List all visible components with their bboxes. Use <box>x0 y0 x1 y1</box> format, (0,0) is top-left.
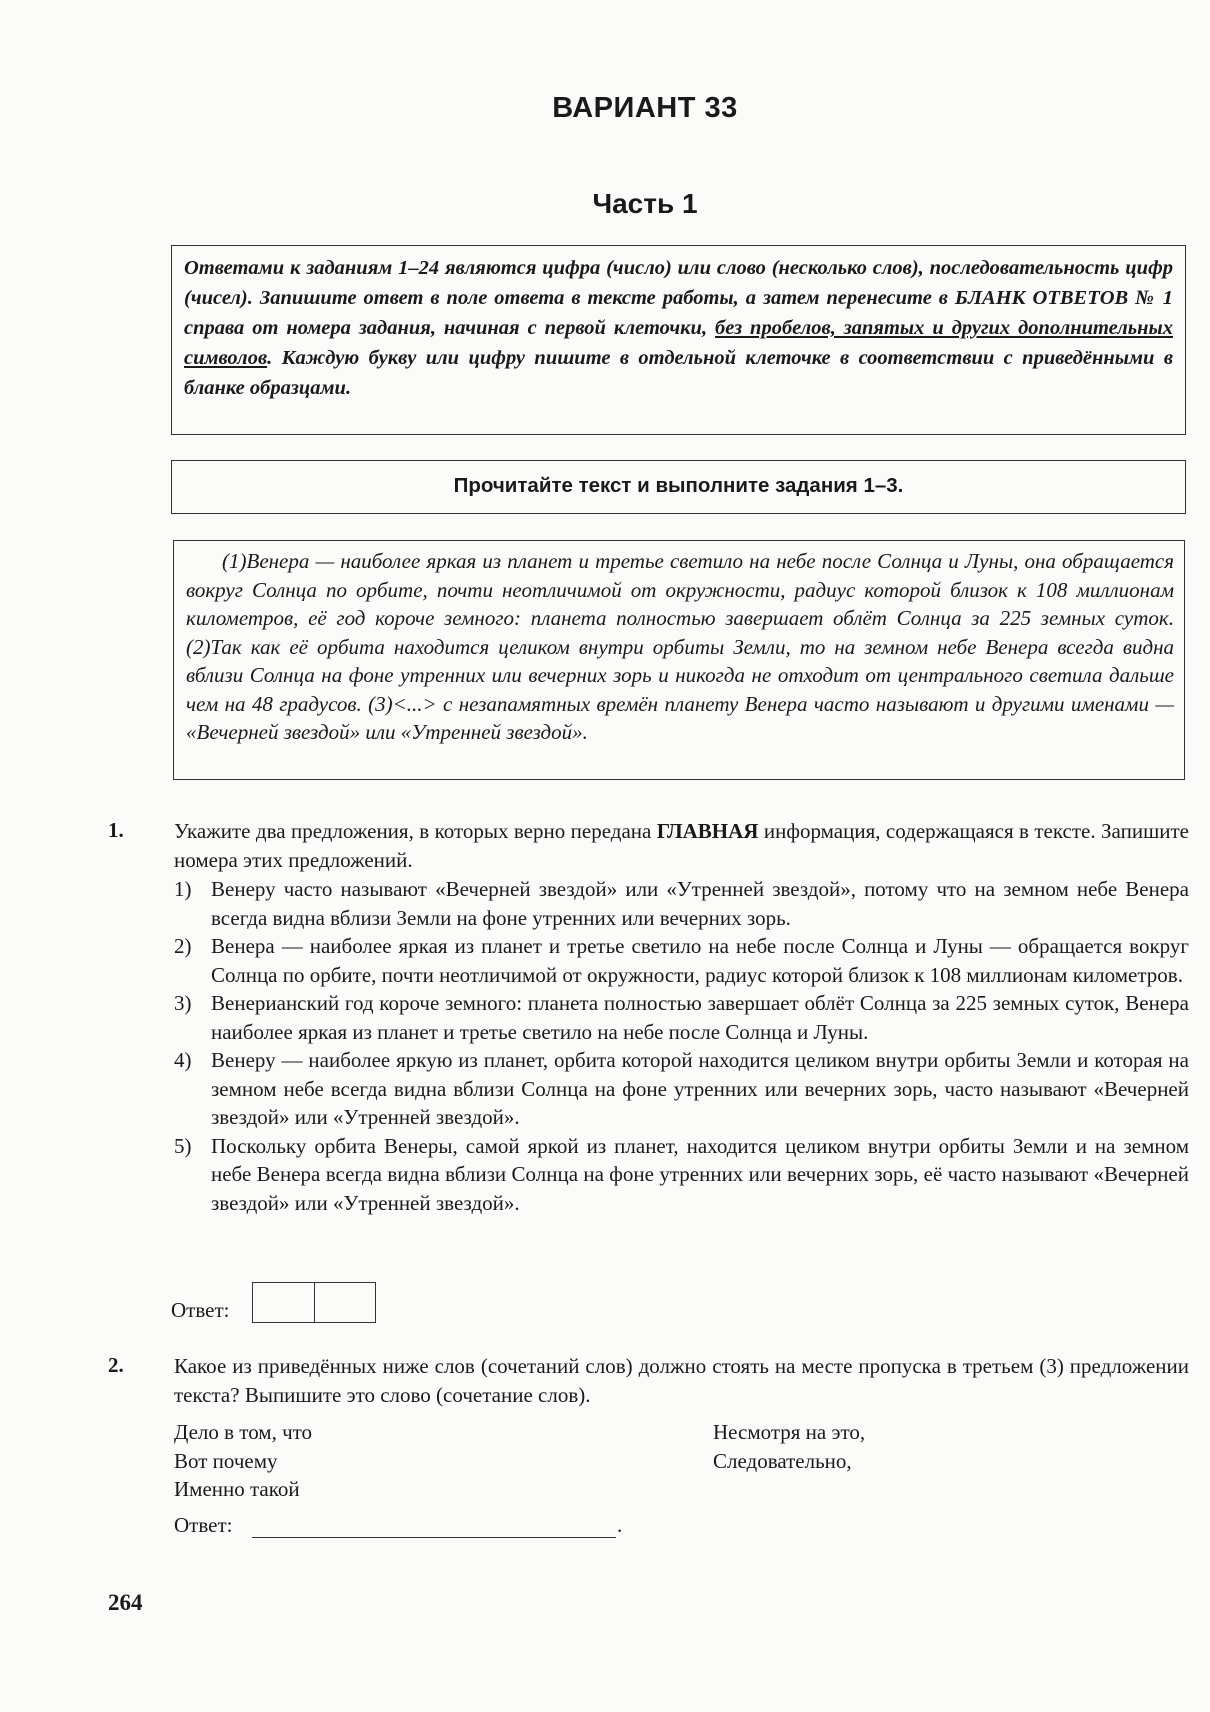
option-text: Венеру — наиболее яркую из планет, орбита которой находится целиком внутри орбиты Земли и которая на земном небе всегда видна вблизи Солнца на фоне утренних или вечерних зорь, часто называют «Вечерней звездой» или «Утренней звездой». <box>211 1048 1189 1129</box>
instructions-text-end: . Каждую букву или цифру пишите в отдельной клеточке в соответствии с приведёнными в бланке образцами. <box>184 347 1173 399</box>
answer-cell-1[interactable] <box>253 1283 314 1322</box>
q1-answer-label: Ответ: <box>171 1298 230 1322</box>
option-text: Венеру часто называют «Вечерней звездой» или «Утренней звездой», потому что на земном небе Венера всегда видна вблизи Земли на фоне утренних или вечерних зорь. <box>211 877 1189 930</box>
q2-answer-line[interactable] <box>252 1537 616 1538</box>
q2-answer-label: Ответ: <box>174 1513 233 1537</box>
read-prompt: Прочитайте текст и выполните задания 1–3. <box>453 474 904 497</box>
q1-option-3 <box>174 989 1189 1046</box>
option-number: 3) <box>174 991 192 1015</box>
q1-text-start: Укажите два предложения, в которых верно передана <box>174 819 657 843</box>
q1-option-2 <box>174 932 1189 989</box>
option-number: 1) <box>174 877 192 901</box>
variant-title: ВАРИАНТ 33 <box>552 92 738 124</box>
q1-text <box>174 817 1189 874</box>
answer-cell-2[interactable] <box>314 1283 376 1322</box>
instructions-underlined: без пробелов, запятых и других дополнительных символов <box>184 317 1174 369</box>
q2-words-left <box>174 1418 312 1504</box>
q2-text: Какое из приведённых ниже слов (сочетаний слов) должно стоять на месте пропуска в третьем (3) предложении текста? Выпишите это слово (сочетание слов). <box>174 1354 1189 1407</box>
option-text: Венера — наиболее яркая из планет и третье светило на небе после Солнца и Луны — обращается вокруг Солнца по орбите, почти неотличимой от окружности, радиус которой близок к 108 миллионам километров. <box>211 934 1189 987</box>
passage-text: (1)Венера — наиболее яркая из планет и третье светило на небе после Солнца и Луны, она обращается вокруг Солнца по орбите, почти неотличимой от окружности, радиус которой близок к 108 миллионам километров, её год короче земного: планета полностью завершает облёт Солнца за 225 земных суток. (2)Так как её орбита находится целиком внутри орбиты Земли, то на земном небе Венера всегда видна вблизи Солнца на фоне утренних или вечерних зорь и никогда не отходит от центрального светила дальше чем на 48 градусов. (3)<...> с незапамятных времён планету Венера часто называют и другими именами — «Вечерней звездой» или «Утренней звездой». <box>186 549 1174 744</box>
option-number: 5) <box>174 1133 192 1158</box>
passage-box <box>173 540 1185 780</box>
q1-option-1 <box>174 875 1189 932</box>
instructions-text: Ответами к заданиям 1–24 являются цифра (число) или слово (несколько слов), последовательность цифр (чисел). Запишите ответ в поле ответа в тексте работы, а затем перенесите в БЛАНК ОТВЕТОВ № 1 справа от номера задания, начиная с первой клеточки, <box>184 257 1173 339</box>
q1-options <box>174 875 1189 1217</box>
part-heading: Часть 1 <box>592 188 698 219</box>
q2-number: 2. <box>108 1353 124 1377</box>
instructions-box <box>171 245 1186 435</box>
option-number: 4) <box>174 1048 192 1072</box>
q1-option-5 <box>174 1132 1189 1218</box>
read-prompt-box <box>171 460 1186 514</box>
q1-number: 1. <box>108 818 124 842</box>
word-option: Дело в том, что <box>174 1420 313 1444</box>
q2-answer-end: . <box>617 1513 623 1537</box>
page-number: 264 <box>108 1590 143 1615</box>
word-option: Вот почему <box>174 1448 278 1473</box>
option-text: Венерианский год короче земного: планета полностью завершает облёт Солнца за 225 земных суток, Венера наиболее яркая из планет и третье светило на небе после Солнца и Луны. <box>211 991 1189 1044</box>
q2-words-right <box>713 1418 865 1475</box>
q1-answer-cells[interactable] <box>252 1282 376 1323</box>
word-option: Несмотря на это, <box>713 1420 866 1444</box>
option-text: Поскольку орбита Венеры, самой яркой из планет, находится целиком внутри орбиты Земли и на земном небе Венера всегда видна вблизи Солнца на фоне утренних или вечерних зорь, её часто называют «Вечерней звездой» или «Утренней звездой». <box>211 1133 1189 1215</box>
q1-text-end: информация, содержащаяся в тексте. Запишите номера этих предложений. <box>174 819 1189 872</box>
option-number: 2) <box>174 934 192 958</box>
q1-option-4 <box>174 1046 1189 1132</box>
word-option: Именно такой <box>174 1477 300 1501</box>
q1-text-bold: ГЛАВНАЯ <box>656 819 759 843</box>
word-option: Следовательно, <box>713 1448 852 1473</box>
